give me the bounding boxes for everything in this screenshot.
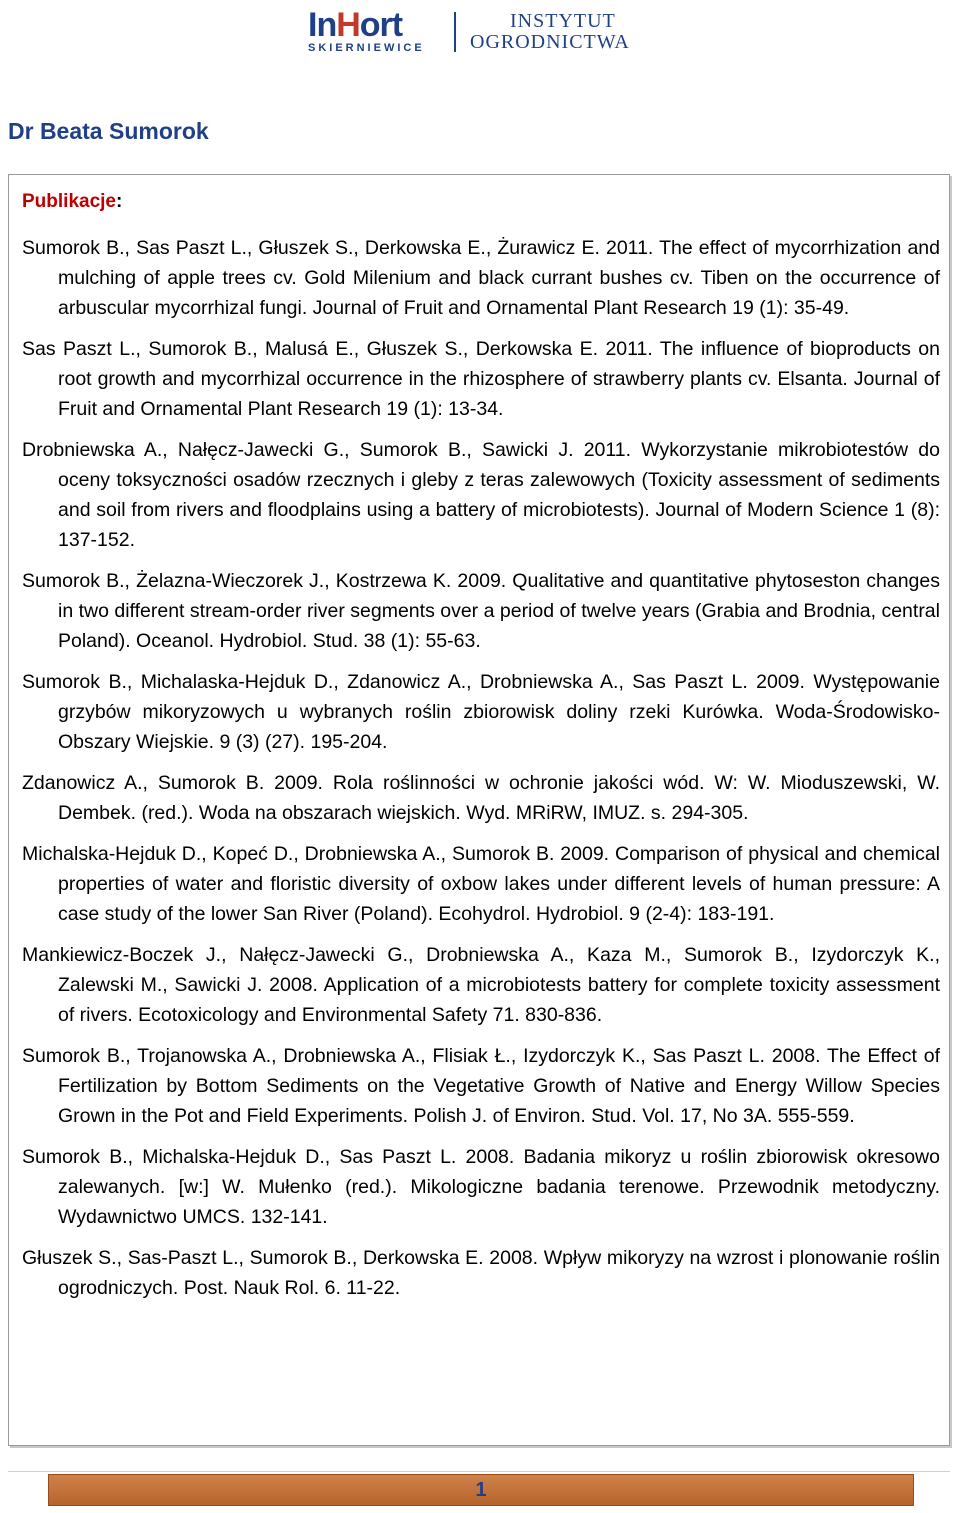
list-item: Michalska-Hejduk D., Kopeć D., Drobniewska A., Sumorok B. 2009. Comparison of physical and chemical properties of water and floristic diversity of oxbow lakes under different levels of human pressure: A case study of the lower San River (Poland). Ecohydrol. Hydrobiol. 9 (2-4): 183-191.	[22, 843, 940, 925]
list-item: Sumorok B., Michalaska-Hejduk D., Zdanowicz A., Drobniewska A., Sas Paszt L. 2009. Występowanie grzybów mikoryzowych u wybranych roślin zbiorowisk doliny rzeki Kurówka. Woda-Środowisko-Obszary Wiejskie. 9 (3) (27). 195-204.	[22, 671, 940, 753]
logo-ogrodnictwa: OGRODNICTWA	[470, 31, 630, 53]
institute-logo	[308, 8, 658, 56]
inhort-logo	[308, 6, 426, 54]
publications-box	[8, 174, 950, 1446]
list-item: Zdanowicz A., Sumorok B. 2009. Rola roślinności w ochronie jakości wód. W: W. Mioduszewski, W. Dembek. (red.). Woda na obszarach wiejskich. Wyd. MRiRW, IMUZ. s. 294-305.	[22, 772, 940, 824]
list-item: Sumorok B., Trojanowska A., Drobniewska A., Flisiak Ł., Izydorczyk K., Sas Paszt L. 2008. The Effect of Fertilization by Bottom Sediments on the Vegetative Growth of Native and Energy Willow Species Grown in the Pot and Field Experiments. Polish J. of Environ. Stud. Vol. 17, No 3A. 555-559.	[22, 1045, 940, 1127]
list-item: Mankiewicz-Boczek J., Nałęcz-Jawecki G., Drobniewska A., Kaza M., Sumorok B., Izydorczyk K., Zalewski M., Sawicki J. 2008. Application of a microbiotests battery for complete toxicity assessment of rivers. Ecotoxicology and Environmental Safety 71. 830-836.	[22, 944, 940, 1026]
logo-skierniewice: SKIERNIEWICE	[308, 42, 425, 54]
inhort-wordmark: InHort	[308, 6, 403, 44]
page-title: Dr Beata Sumorok	[8, 118, 209, 144]
list-item: Sumorok B., Sas Paszt L., Głuszek S., Derkowska E., Żurawicz E. 2011. The effect of mycorrhization and mulching of apple trees cv. Gold Milenium and black currant bushes cv. Tiben on the occurrence of arbuscular mycorrhizal fungi. Journal of Fruit and Ornamental Plant Research 19 (1): 35-49.	[22, 237, 940, 319]
list-item: Drobniewska A., Nałęcz-Jawecki G., Sumorok B., Sawicki J. 2011. Wykorzystanie mikrobiotestów do oceny toksyczności osadów rzecznych i gleby z teras zalewowych (Toxicity assessment of sediments and soil from rivers and floodplains using a battery of microbiotests). Journal of Modern Science 1 (8): 137-152.	[22, 439, 940, 551]
list-item: Sumorok B., Michalska-Hejduk D., Sas Paszt L. 2008. Badania mikoryz u roślin zbiorowisk okresowo zalewanych. [w:] W. Mułenko (red.). Mikologiczne badania terenowe. Przewodnik metodyczny. Wydawnictwo UMCS. 132-141.	[22, 1146, 940, 1228]
logo-divider	[454, 12, 456, 52]
list-item: Sumorok B., Żelazna-Wieczorek J., Kostrzewa K. 2009. Qualitative and quantitative phytoseston changes in two different stream-order river segments over a period of twelve years (Grabia and Brodnia, central Poland). Oceanol. Hydrobiol. Stud. 38 (1): 55-63.	[22, 570, 940, 652]
footer-divider	[8, 1471, 950, 1472]
publications-list	[22, 233, 940, 1314]
logo-instytut: INSTYTUT	[510, 10, 616, 32]
institute-name	[470, 11, 630, 53]
publications-heading: Publikacje:	[22, 191, 123, 212]
list-item: Głuszek S., Sas-Paszt L., Sumorok B., Derkowska E. 2008. Wpływ mikoryzy na wzrost i plonowanie roślin ogrodniczych. Post. Nauk Rol. 6. 11-22.	[22, 1247, 940, 1299]
list-item: Sas Paszt L., Sumorok B., Malusá E., Głuszek S., Derkowska E. 2011. The influence of bioproducts on root growth and mycorrhizal occurrence in the rhizosphere of strawberry plants cv. Elsanta. Journal of Fruit and Ornamental Plant Research 19 (1): 13-34.	[22, 338, 940, 420]
footer-bar	[48, 1474, 914, 1506]
page-number: 1	[475, 1478, 487, 1501]
publications-heading-label: Publikacje	[22, 191, 116, 212]
